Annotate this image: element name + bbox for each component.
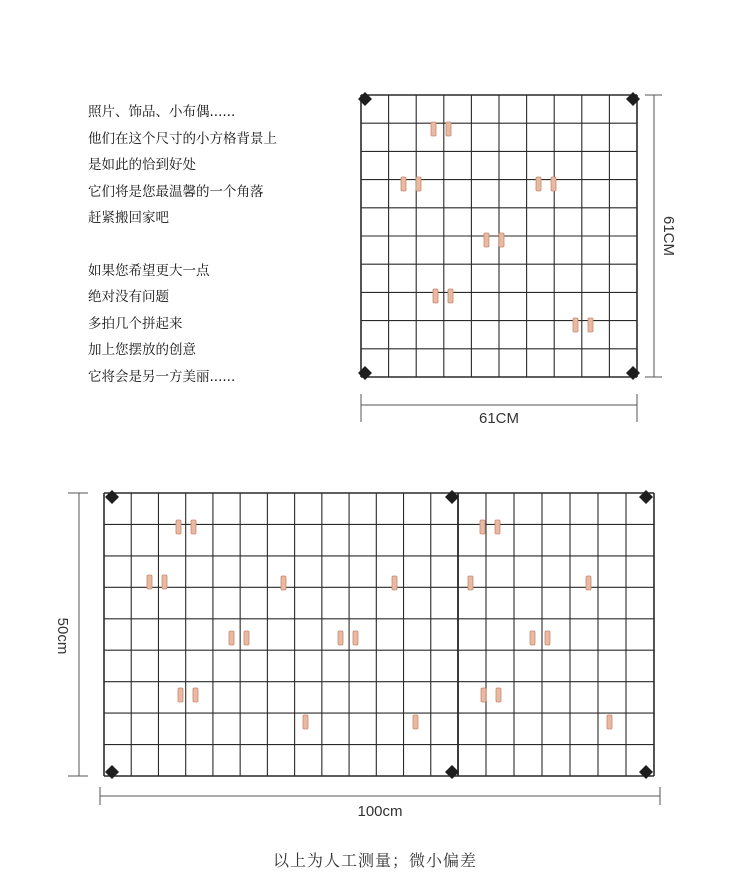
description-line: 如果您希望更大一点 [88, 262, 210, 279]
copper-clip-icon [480, 520, 485, 534]
description-line: 加上您摆放的创意 [88, 342, 196, 358]
corner-mount-icon [358, 92, 372, 106]
copper-clip-icon [392, 576, 397, 590]
small-wire-grid [358, 92, 640, 380]
copper-clip-icon [176, 520, 181, 534]
corner-mount-icon [626, 92, 640, 106]
copper-clip-icon [162, 575, 167, 589]
measurement-note: 以上为人工测量；微小偏差 [272, 851, 477, 870]
description-line: 它们将是您最温馨的一个角落 [88, 183, 264, 200]
small-width-label: 61CM [478, 410, 520, 427]
large-grid-dimensions [54, 493, 660, 820]
copper-clip-icon [431, 122, 436, 136]
copper-clip-icon [244, 631, 249, 645]
copper-clip-icon [551, 177, 556, 191]
description-line: 赶紧搬回家吧 [88, 210, 169, 226]
copper-clip-icon [303, 715, 308, 729]
copper-clip-icon [446, 122, 451, 136]
large-width-label: 100cm [357, 803, 403, 820]
corner-mount-icon [445, 765, 459, 779]
corner-mount-icon [639, 490, 653, 504]
corner-mount-icon [445, 490, 459, 504]
copper-clip-icon [448, 289, 453, 303]
copper-clip-icon [573, 318, 578, 332]
description-line: 多拍几个拼起来 [88, 315, 183, 332]
description-line: 照片、饰品、小布偶...... [88, 104, 236, 120]
copper-clip-icon [338, 631, 343, 645]
copper-clip-icon [468, 576, 473, 590]
large-wire-grid [104, 490, 654, 779]
copper-clip-icon [401, 177, 406, 191]
copper-clip-icon [193, 688, 198, 702]
corner-mount-icon [105, 490, 119, 504]
copper-clip-icon [147, 575, 152, 589]
copper-clip-icon [413, 715, 418, 729]
description-line: 是如此的恰到好处 [88, 157, 196, 173]
corner-mount-icon [626, 366, 640, 380]
copper-clip-icon [495, 520, 500, 534]
copper-clip-icon [536, 177, 541, 191]
corner-mount-icon [358, 366, 372, 380]
copper-clip-icon [281, 576, 286, 590]
copper-clip-icon [433, 289, 438, 303]
copper-clip-icon [607, 715, 612, 729]
corner-mount-icon [639, 765, 653, 779]
copper-clip-icon [484, 233, 489, 247]
copper-clip-icon [586, 576, 591, 590]
corner-mount-icon [105, 765, 119, 779]
copper-clip-icon [496, 688, 501, 702]
copper-clip-icon [191, 520, 196, 534]
copper-clip-icon [178, 688, 183, 702]
copper-clip-icon [530, 631, 535, 645]
copper-clip-icon [545, 631, 550, 645]
copper-clip-icon [416, 177, 421, 191]
copper-clip-icon [229, 631, 234, 645]
copper-clip-icon [481, 688, 486, 702]
copper-clip-icon [353, 631, 358, 645]
description-line: 绝对没有问题 [88, 289, 169, 305]
description-line: 他们在这个尺寸的小方格背景上 [88, 130, 277, 147]
small-height-label: 61CM [660, 215, 677, 257]
description-line: 它将会是另一方美丽...... [88, 368, 236, 385]
large-height-label: 50cm [54, 617, 71, 655]
copper-clip-icon [499, 233, 504, 247]
copper-clip-icon [588, 318, 593, 332]
